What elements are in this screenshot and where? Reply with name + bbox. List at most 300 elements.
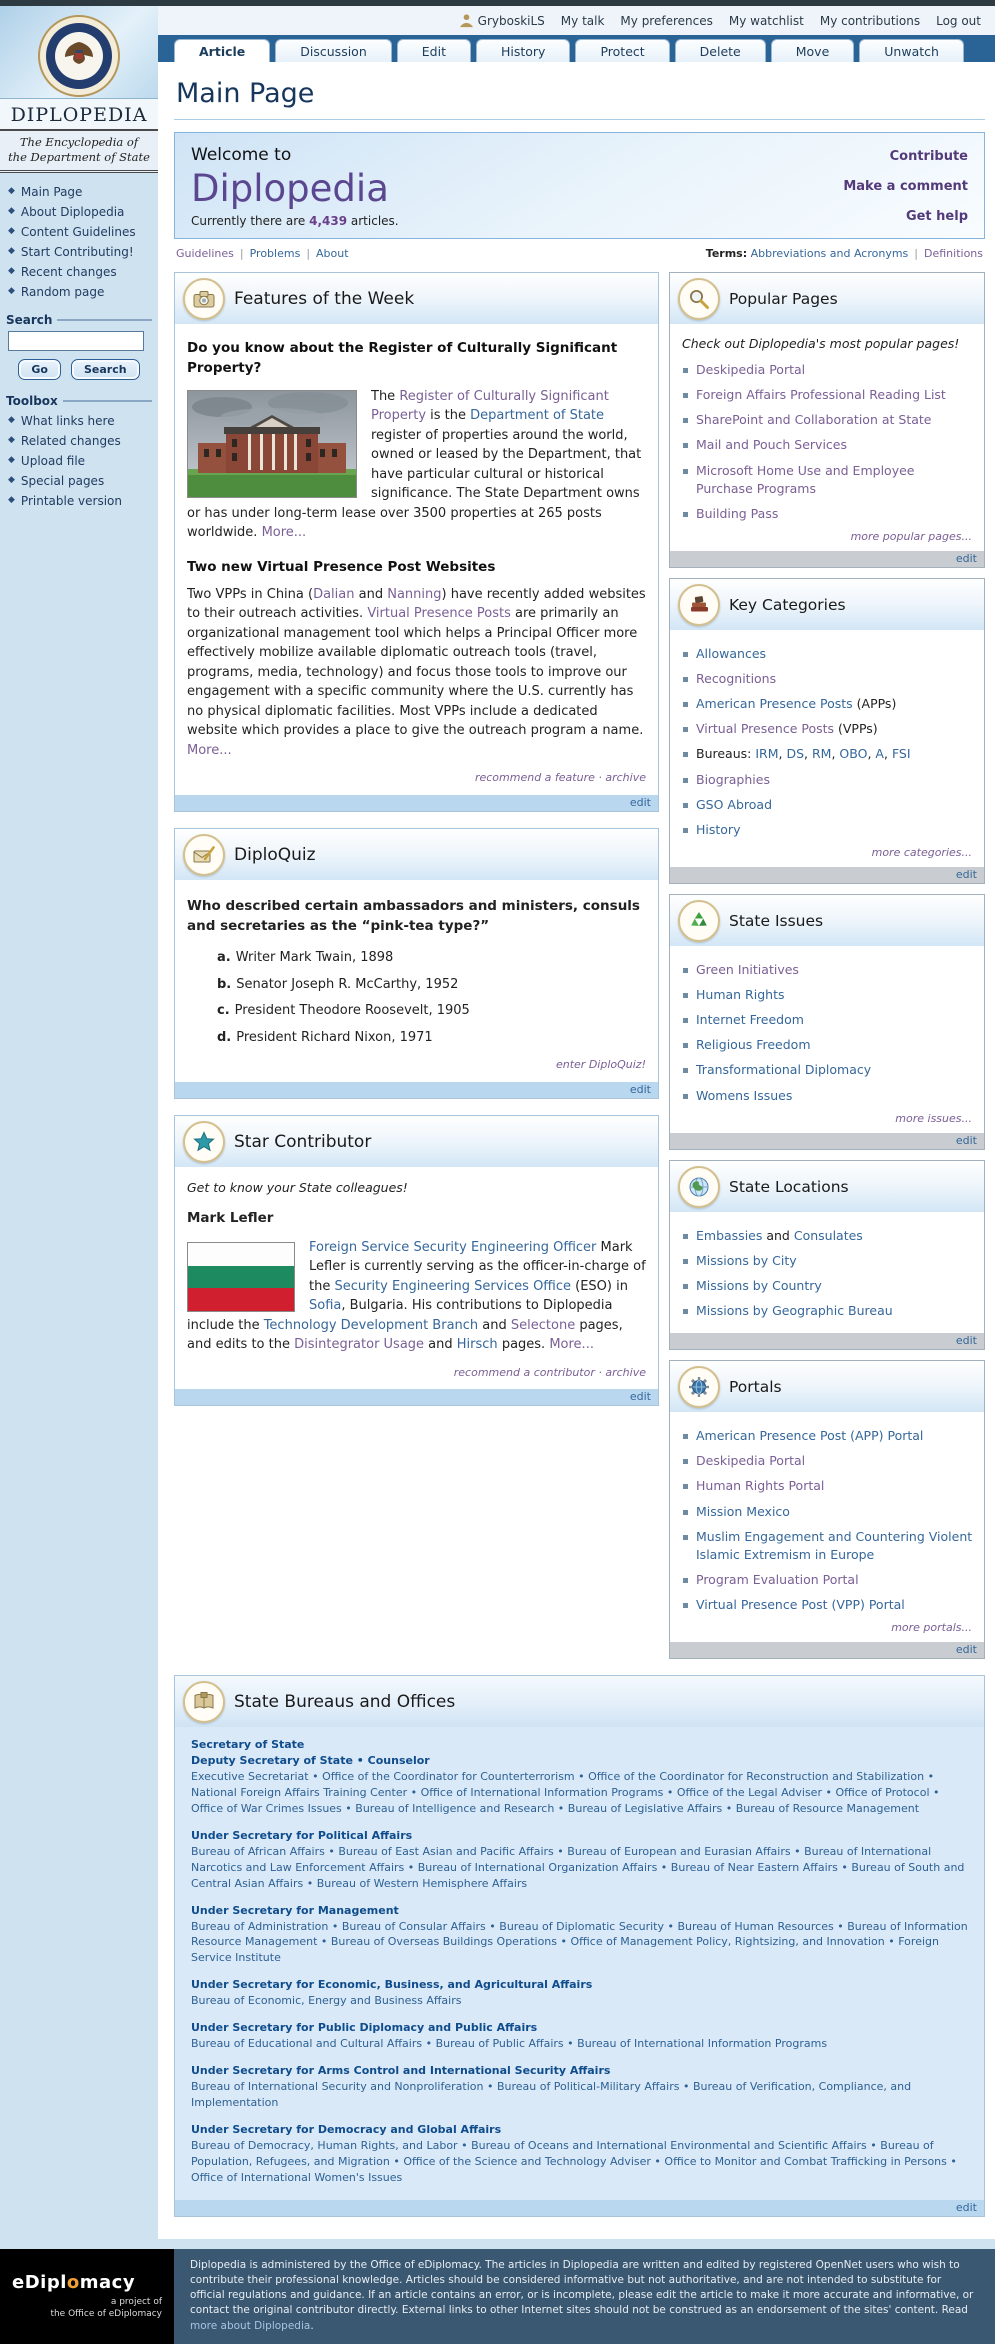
brand-post: macy [79,2272,136,2294]
bullet-separator: • [722,1801,736,1815]
diploquiz-body [175,880,658,1082]
quiz-option-a[interactable] [217,948,646,968]
categories-body [670,630,984,867]
inline-link[interactable]: Bureau of East Asian and Pacific Affairs [338,1844,554,1858]
inline-link[interactable]: More... [261,525,307,540]
text-segment: ) have recently added websites to their outreach activities. [187,586,646,622]
inline-link[interactable]: Under Secretary for Public Diplomacy and Public Affairs [191,2021,538,2035]
inline-link[interactable]: Office of the Coordinator for Counterterrorism [322,1770,575,1783]
gear-globe-icon [678,1366,720,1408]
separator: | [306,247,311,260]
inline-link[interactable]: Allowances [696,645,767,661]
user-icon [459,13,474,28]
banner-left [191,145,399,228]
user-menu[interactable] [459,13,545,28]
inline-link[interactable]: recommend a contributor [453,1365,595,1379]
inline-link[interactable]: Bureau of Democracy, Human Rights, and Labor [191,2138,458,2152]
sidebar-item-recent-changes[interactable] [8,265,154,279]
tab-discussion[interactable]: Discussion [275,39,391,62]
inline-link[interactable]: Counselor [367,1754,430,1768]
username: GryboskiLS [477,13,545,28]
inline-link[interactable]: Deskipedia Portal [696,362,806,377]
inline-link[interactable]: Under Secretary for Democracy and Global Affairs [191,2122,502,2136]
inline-link[interactable]: Biographies [696,771,770,787]
inline-link[interactable]: Bureau of International Security and Nonproliferation [191,2080,484,2093]
star-edit-bar [175,1389,658,1405]
inline-link[interactable]: More... [187,742,232,758]
about-link[interactable]: About [316,247,349,260]
option-letter: b. [217,976,232,992]
sidebar-item-content-guidelines[interactable] [8,225,154,239]
inline-link[interactable]: Bureau of Human Resources [677,1919,834,1933]
inline-link[interactable]: Bureau of Population, Refugees, and Migration [191,2138,934,2168]
inline-link[interactable]: Office of Management Policy, Rightsizing, and Innovation [570,1935,885,1949]
option-text: President Richard Nixon, 1971 [236,1029,433,1045]
bullet-separator: • [946,2154,957,2168]
inline-link[interactable]: Virtual Presence Posts [696,721,835,737]
inline-link[interactable]: Technology Development Branch [263,1317,479,1333]
title-rule [174,119,985,120]
my-watchlist-link[interactable]: My watchlist [728,13,804,28]
bullet-separator: • [833,1919,848,1933]
separator: | [914,247,918,260]
edit-link[interactable]: edit [629,795,651,809]
inline-link[interactable]: Bureau of Diplomatic Security [499,1919,664,1933]
inline-link[interactable]: Bureau of International Organization Affairs [417,1860,658,1874]
inline-link[interactable]: Office of the Science and Technology Adviser [403,2154,651,2168]
tab-edit[interactable]: Edit [397,39,471,62]
banner-brand: Diplopedia [191,167,389,210]
inline-link[interactable]: Bureau of Public Affairs [435,2037,564,2051]
sidebar-item-about[interactable] [8,205,154,219]
list-item [680,411,974,429]
my-talk-link[interactable]: My talk [560,13,605,28]
inline-link[interactable]: Selectone [510,1317,576,1333]
list-item [680,796,974,814]
key-categories-box [669,578,985,884]
inline-link[interactable]: Virtual Presence Post (VPP) Portal [696,1597,905,1612]
list-item [680,436,974,454]
bureau-offices [191,2079,968,2111]
tab-article[interactable]: Article [174,39,270,62]
inline-link[interactable]: Bureau of Legislative Affairs [567,1801,723,1815]
list-item [680,505,974,523]
text-segment: Bureaus: [696,746,756,762]
my-preferences-link[interactable]: My preferences [620,13,713,28]
inline-link[interactable]: Bureau of African Affairs [191,1844,325,1858]
inline-link[interactable]: Bureau of Near Eastern Affairs [670,1860,838,1874]
edit-link[interactable]: edit [629,1082,651,1096]
inline-link[interactable]: Bureau of Educational and Cultural Affairs [191,2037,423,2051]
inline-link[interactable]: Consulates [793,1227,863,1243]
recycle-icon [678,900,720,942]
inline-link[interactable]: A [875,746,884,762]
list-item [680,771,974,789]
inline-link[interactable]: archive [605,1365,646,1379]
text-segment: register of properties around the world, owned or leased by the Department, that have particular cultural or historical significance. The State Department owns or has under long-term lease over 3500 properties at 265 posts worldwide. [187,427,642,540]
list-item [680,462,974,498]
option-letter: c. [217,1003,230,1019]
bureau-group [191,1977,968,2009]
inline-link[interactable]: OBO [839,746,868,762]
text-segment: · [594,1365,606,1379]
bullet-separator: • [924,1770,935,1783]
sidebar-item-label: Recent changes [20,264,117,279]
right-column [669,272,985,1669]
edit-link[interactable]: edit [955,867,977,881]
edit-link[interactable]: edit [955,551,977,565]
footer [0,2249,995,2344]
inline-link[interactable]: Program Evaluation Portal [696,1571,859,1587]
inline-link[interactable]: recommend a feature [474,771,595,785]
inline-link[interactable]: RM [811,746,832,762]
toolbox-heading: Toolbox [6,394,152,408]
inline-link[interactable]: Sofia [309,1298,342,1314]
inline-link[interactable]: Foreign Service Institute [191,1935,939,1965]
locations-list [680,1227,974,1321]
inline-link[interactable]: Security Engineering Services Office [334,1278,572,1294]
inline-link[interactable]: DS [786,746,805,762]
star-icon [183,1121,225,1163]
footer-disclaimer [174,2249,995,2344]
sidebar [0,6,158,2239]
text-segment: and [354,586,388,602]
bureau-group [191,2122,968,2186]
globe-icon [678,1166,720,1208]
inline-link[interactable]: Deskipedia Portal [696,1453,806,1469]
option-text: Writer Mark Twain, 1898 [235,950,394,966]
locations-edit-bar [670,1333,984,1349]
article-count-link[interactable]: 4,439 [309,214,348,228]
inline-link[interactable]: Bureau of Resource Management [735,1801,920,1815]
inline-link[interactable]: Disintegrator Usage [294,1337,425,1353]
state-issues-box [669,894,985,1150]
bureaus-title: State Bureaus and Offices [234,1692,456,1713]
text-segment: Mark Lefler is currently serving as the officer-in-charge of the [309,1239,646,1294]
inline-link[interactable]: Office of the Coordinator for Reconstruction and Stabilization [588,1770,925,1783]
bullet-separator: • [664,1919,678,1933]
inline-link[interactable]: Nanning [387,586,442,602]
inline-link[interactable]: Microsoft Home Use and Employee Purchase Programs [696,462,915,496]
inline-link[interactable]: Secretary of State [191,1738,305,1752]
bureau-heading [191,2122,968,2138]
inline-link[interactable]: Bureau of Verification, Compliance, and Implementation [191,2080,912,2109]
inline-link[interactable]: FSI [891,746,911,762]
inline-link[interactable]: Bureau of South and Central Asian Affairs [191,1860,965,1890]
article-count-line [191,214,399,228]
inline-link[interactable]: Bureau of Western Hemisphere Affairs [316,1876,528,1890]
features-body [175,324,658,795]
logo-tagline-line1: The Encyclopedia of [19,135,139,149]
inline-link[interactable]: Under Secretary for Arms Control and International Security Affairs [191,2064,611,2078]
sidebar-item-main-page[interactable] [8,185,154,199]
edit-link[interactable]: edit [955,1133,977,1147]
inline-link[interactable]: Bureau of International Information Programs [577,2037,828,2051]
tab-unwatch[interactable]: Unwatch [859,39,964,62]
more-categories-link[interactable]: more categories... [871,845,972,859]
text-segment: , [883,746,892,762]
bullet-separator: • [457,2138,472,2152]
log-out-link[interactable]: Log out [936,13,981,28]
list-item [680,386,974,404]
list-item [680,695,974,713]
bureau-group [191,2063,968,2111]
bullet-separator: • [404,1860,418,1874]
welcome-text: Welcome to [191,145,292,165]
categories-title: Key Categories [729,595,846,614]
inline-link[interactable]: Green Initiatives [696,961,799,977]
inline-link[interactable]: Womens Issues [696,1087,793,1103]
sidebar-item-label: About Diplopedia [20,204,125,219]
enter-diploquiz-link[interactable]: enter DiploQuiz! [555,1058,646,1072]
inline-link[interactable]: National Foreign Affairs Training Center [191,1785,408,1799]
star-intro: Get to know your State colleagues! [187,1179,408,1195]
inline-link[interactable]: Virtual Presence Posts [367,606,511,622]
inline-link[interactable]: Bureau of Information Resource Management [191,1919,968,1949]
bullet-separator: • [837,1860,852,1874]
bureau-group [191,1737,968,1817]
ediplomacy-wordmark [12,2272,162,2293]
inline-link[interactable]: Recognitions [696,671,777,686]
inline-link[interactable]: Bureau of Political-Military Affairs [496,2080,680,2093]
inline-link[interactable]: Embassies [696,1227,763,1243]
edit-link[interactable]: edit [629,1390,651,1404]
sidebar-item-start-contributing[interactable] [8,245,154,259]
inline-link[interactable]: Bureau of European and Eurasian Affairs [567,1844,791,1858]
edit-link[interactable]: edit [955,1334,977,1348]
bullet-separator: • [679,2080,693,2093]
inline-link[interactable]: Under Secretary for Management [191,1903,399,1917]
list-item [680,1571,974,1589]
bureau-group [191,1828,968,1892]
bullet-separator: • [317,1935,331,1949]
quiz-question: Who described certain ambassadors and ministers, consuls and secretaries as the “pink-tea type?” [187,897,640,934]
search-button[interactable]: Search [71,359,140,380]
features-edit-bar [175,795,658,811]
bureau-offices [191,1844,968,1892]
tab-history[interactable]: History [476,39,570,62]
inline-link[interactable]: Human Rights Portal [696,1478,825,1494]
inline-link[interactable]: SharePoint and Collaboration at State [696,412,932,428]
list-item [680,1596,974,1614]
toolbox-item-what-links-here[interactable] [8,414,154,428]
inline-link[interactable]: Bureau of Consular Affairs [341,1919,486,1933]
bullet-separator: • [407,1785,421,1799]
bullet-separator: • [929,1785,940,1799]
inline-link[interactable]: Transformational Diplomacy [696,1062,872,1078]
inline-link[interactable]: Office of International Information Programs [420,1785,664,1799]
bureau-heading [191,1753,968,1769]
text-segment: The [371,388,400,404]
problems-link[interactable]: Problems [249,247,301,260]
inline-link[interactable]: Bureau of Overseas Buildings Operations [330,1935,558,1949]
bullet-separator: • [352,1754,368,1768]
text-segment: are primarily an organizational management tool which helps a Principal Officer more effectively mobilize available diplomatic outreach tools (travel, programs, media, technology) and focus those tools to improve our engagement with a specific community where the U.S. currently has no physical diplomatic facilities. Most VPPs include a dedicated website which provides a place to give the outreach program a name. [187,606,644,739]
bureau-heading [191,1977,968,1993]
toolbox-item-label: Related changes [20,433,121,448]
bullet-separator: • [650,2154,665,2168]
features-title: Features of the Week [234,289,415,309]
issues-edit-bar [670,1133,984,1149]
inline-link[interactable]: archive [605,771,646,785]
inline-link[interactable]: Mail and Pouch Services [696,437,847,453]
edit-link[interactable]: edit [955,1643,977,1657]
inline-link[interactable]: IRM [755,746,779,762]
tab-delete[interactable]: Delete [675,39,766,62]
text-segment: , [867,746,876,762]
inline-link[interactable]: Bureau of Intelligence and Research [355,1801,555,1815]
toolbox-item-label: Printable version [20,493,122,508]
more-issues-link[interactable]: more issues... [895,1111,972,1125]
toolbox-item-related-changes[interactable] [8,434,154,448]
inline-link[interactable]: Office to Monitor and Combat Trafficking in Persons [664,2154,947,2168]
inline-link[interactable]: Missions by Geographic Bureau [696,1303,893,1318]
get-help-link[interactable]: Get help [905,209,968,224]
subnav [176,247,983,260]
inline-link[interactable]: Register of Culturally Significant Property [371,388,609,423]
bullet-separator: • [341,1801,356,1815]
inline-link[interactable]: Mission Mexico [696,1503,790,1519]
star-title: Star Contributor [234,1131,372,1152]
inline-link[interactable]: American Presence Post (APP) Portal [696,1428,924,1444]
quiz-option-d[interactable] [217,1028,646,1048]
diamond-bullet-icon: ◆ [8,435,15,446]
diamond-bullet-icon: ◆ [8,455,15,466]
inline-link[interactable]: Hirsch [456,1337,498,1353]
inline-link[interactable]: GSO Abroad [696,796,773,812]
subnav-left [176,247,349,260]
inline-link[interactable]: Office of Protocol [835,1785,930,1799]
inline-link[interactable]: more about Diplopedia [190,2319,311,2332]
tab-move[interactable]: Move [771,39,855,62]
bureau-offices [191,1769,968,1817]
option-letter: a. [217,950,231,966]
diamond-bullet-icon: ◆ [8,286,15,297]
diamond-bullet-icon: ◆ [8,415,15,426]
inline-link[interactable]: Bureau of Economic, Energy and Business Affairs [191,1994,462,2008]
sidebar-item-random-page[interactable] [8,285,154,299]
inline-link[interactable]: Executive Secretariat [191,1770,309,1783]
bullet-separator: • [884,1935,899,1949]
inline-link[interactable]: History [696,821,741,837]
option-text: President Theodore Roosevelt, 1905 [234,1003,470,1019]
bullet-separator: • [790,1844,805,1858]
toolbox-item-printable-version[interactable] [8,494,154,508]
inline-link[interactable]: Muslim Engagement and Countering Violent Islamic Extremism in Europe [696,1528,973,1562]
inline-link[interactable]: Internet Freedom [696,1012,804,1028]
inline-link[interactable]: Missions by Country [696,1277,822,1293]
go-button[interactable]: Go [18,359,61,380]
list-item [680,961,974,979]
inline-link[interactable]: Deputy Secretary of State [191,1754,353,1768]
make-a-comment-link[interactable]: Make a comment [843,179,968,194]
toolbox-item-upload-file[interactable] [8,454,154,468]
portals-header [670,1361,984,1412]
list-item [680,1427,974,1445]
inline-link[interactable]: Under Secretary for Political Affairs [191,1828,413,1842]
inline-link[interactable]: Bureau of Administration [191,1919,329,1933]
inline-link[interactable]: Foreign Affairs Professional Reading List [696,387,946,403]
logo-subtitle-line2: the Office of eDiplomacy [50,2309,162,2320]
list-item [680,670,974,688]
portals-box [669,1360,985,1659]
inline-link[interactable]: Building Pass [696,505,779,521]
popular-list [680,361,974,523]
inline-link[interactable]: Missions by City [696,1252,797,1268]
inline-link[interactable]: Bureau of Oceans and International Environmental and Scientific Affairs [471,2138,867,2152]
inline-link[interactable]: Bureau of International Narcotics and Law Enforcement Affairs [191,1844,932,1874]
inline-link[interactable]: Human Rights [696,987,785,1002]
books-icon [678,584,720,626]
toolbox-nav [0,414,158,508]
edit-link[interactable]: edit [955,2200,977,2214]
inline-link[interactable]: Foreign Service Security Engineering Officer [309,1239,597,1255]
inline-link[interactable]: Office of War Crimes Issues [191,1801,342,1815]
page-title: Main Page [176,78,315,109]
more-popular-pages-link[interactable]: more popular pages... [850,529,972,543]
text-segment: · [594,771,606,785]
text-segment: , [831,746,840,762]
option-text: Senator Joseph R. McCarthy, 1952 [236,976,459,992]
text-segment: , Bulgaria. His contributions to Diplopedia include the [187,1298,613,1333]
main-area [158,6,995,2239]
features-box [174,272,659,812]
sidebar-item-label: Content Guidelines [20,224,136,239]
ediplomacy-logo[interactable] [0,2249,174,2344]
portals-title: Portals [729,1378,782,1397]
abbreviations-link[interactable]: Abbreviations and Acronyms [750,247,909,260]
quiz-option-b[interactable] [217,975,646,995]
bureau-heading [191,2020,968,2036]
tab-protect[interactable]: Protect [575,39,669,62]
definitions-link[interactable]: Definitions [924,247,983,260]
list-item [680,1252,974,1270]
bullet-separator: • [663,1785,677,1799]
logo-subtitle [12,2296,162,2320]
inline-link[interactable]: American Presence Posts [696,696,853,712]
inline-link[interactable]: Religious Freedom [696,1037,811,1053]
contribute-link[interactable]: Contribute [889,149,968,164]
list-item [680,821,974,839]
my-contributions-link[interactable]: My contributions [819,13,921,28]
text-segment: pages, and edits to the [187,1317,623,1353]
guidelines-link[interactable]: Guidelines [176,247,234,260]
popular-title: Popular Pages [729,290,838,308]
text-segment: pages. [497,1337,550,1353]
bullet-separator: • [483,2080,497,2093]
inline-link[interactable]: Dalian [313,586,355,602]
quiz-option-c[interactable] [217,1001,646,1021]
inline-link[interactable]: Office of International Women's Issues [191,2170,403,2184]
locations-header [670,1161,984,1212]
more-portals-link[interactable]: more portals... [891,1621,972,1635]
toolbox-item-special-pages[interactable] [8,474,154,488]
inline-link[interactable]: Department of State [470,408,605,423]
inline-link[interactable]: Under Secretary for Economic, Business, and Agricultural Affairs [191,1978,593,1992]
inline-link[interactable]: Office of the Legal Adviser [676,1785,822,1799]
sidebar-nav [0,185,158,299]
search-input[interactable] [8,331,144,351]
inline-link[interactable]: More... [549,1337,594,1353]
bureau-offices [191,1993,968,2009]
list-item [680,1277,974,1295]
list-item [680,1503,974,1521]
diplopedia-logo[interactable] [0,6,158,173]
text-segment: . [310,2319,314,2332]
diploquiz-title: DiploQuiz [234,844,316,865]
portals-body [670,1412,984,1642]
tab-strip [158,35,995,62]
